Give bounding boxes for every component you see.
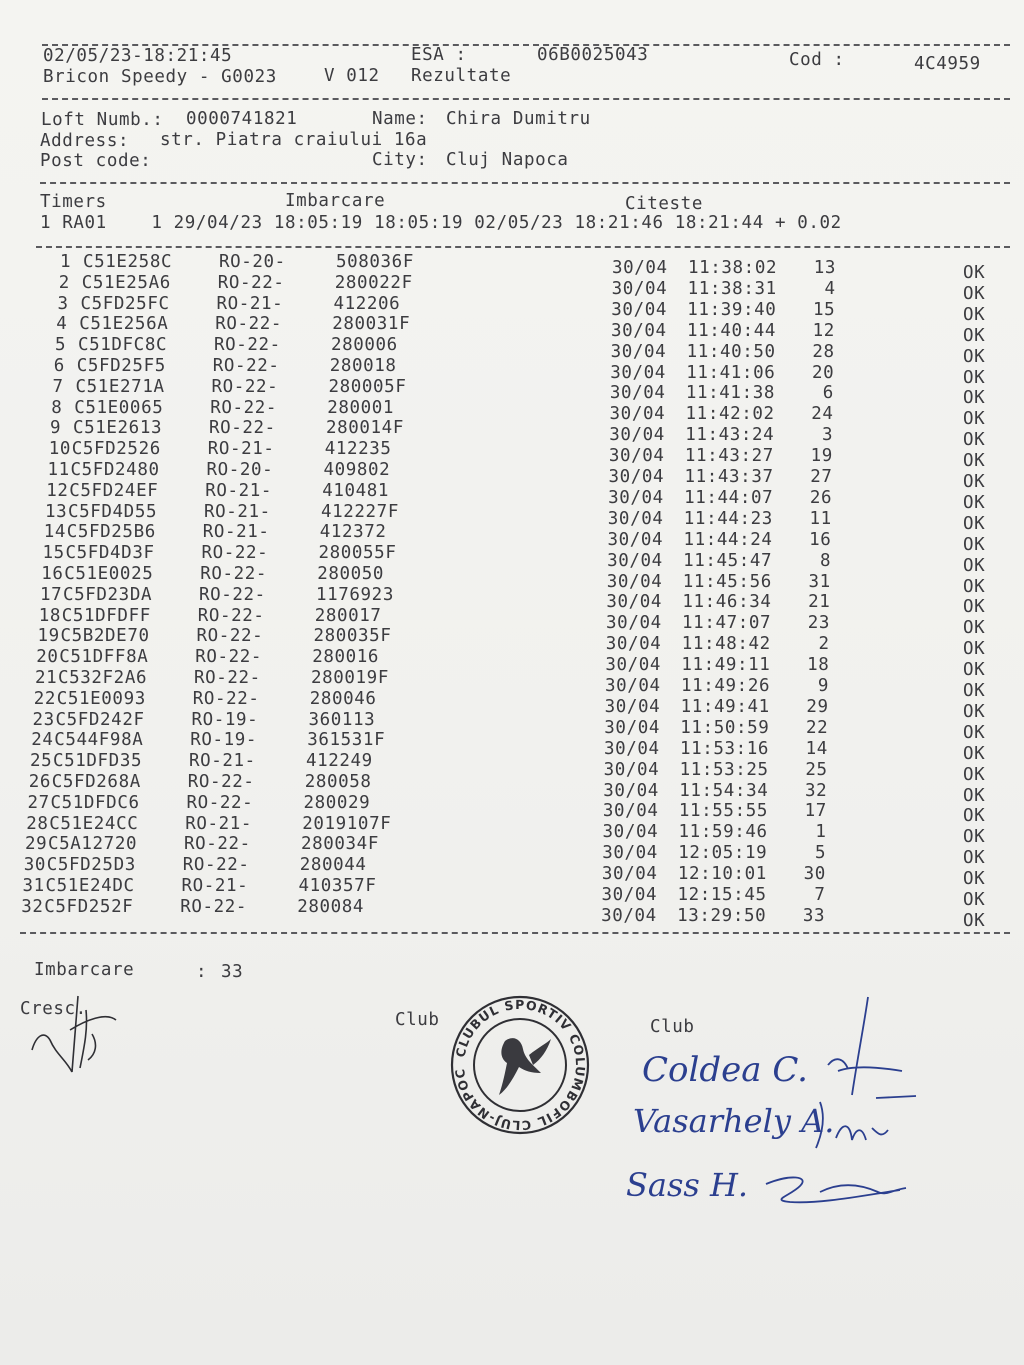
status-ok: OK [963,346,986,367]
arrival-time: 11:44:24 [683,529,773,550]
status-ok: OK [963,660,986,681]
ring-id: C5FD242F [55,709,145,730]
ring-prefix: RO-22- [215,314,283,335]
row-number: 1 [60,252,72,272]
arrival-date: 30/04 [601,905,657,926]
ring-id: C5FD268A [51,772,141,792]
loft-number: 0000741821 [186,109,298,129]
ring-number: 280031F [332,314,411,335]
arrival-position: 24 [811,404,834,425]
owner-name: Chira Dumitru [446,109,591,129]
row-number: 32 [21,896,44,917]
ring-id: C5FD25F5 [76,356,166,376]
arrival-position: 30 [803,864,826,885]
ring-number: 280044 [299,855,367,876]
ring-number: 412235 [324,439,392,460]
ring-id: C51E271A [75,376,165,397]
ring-prefix: RO-22- [196,626,264,647]
row-number: 26 [28,772,52,792]
signature-scribble-3 [760,1170,910,1210]
imbarcare-total-label: Imbarcare [34,960,135,980]
ring-id: C5FD4D3F [65,543,155,564]
arrival-date: 30/04 [609,383,666,404]
breeder-signature [26,990,126,1080]
ring-prefix: RO-20- [219,252,286,272]
arrival-position: 31 [808,571,831,592]
ring-number: 280035F [313,626,392,647]
arrival-time: 11:49:11 [681,655,771,676]
status-ok: OK [963,472,986,492]
arrival-date: 30/04 [611,278,668,299]
ring-number: 412206 [333,293,401,314]
arrival-time: 11:38:02 [688,258,778,278]
arrival-time: 11:44:23 [683,508,773,529]
ring-prefix: RO-22- [211,376,279,397]
owner-city: Cluj Napoca [446,150,569,170]
cod-label: Cod : [789,50,845,70]
arrival-position: 7 [814,885,826,905]
ring-id: C5FD25B6 [66,522,156,543]
arrival-date: 30/04 [605,655,662,676]
arrival-date: 30/04 [606,571,663,592]
ring-id: C51E2613 [73,418,163,439]
arrival-time: 11:54:34 [679,780,769,801]
ring-prefix: RO-22- [201,543,269,564]
owner-address: str. Piatra craiului 16a [160,130,428,150]
status-ok: OK [963,806,986,827]
ring-id: C51E0093 [56,688,146,709]
arrival-time: 11:43:27 [684,446,774,467]
arrival-position: 17 [804,801,827,822]
ring-number: 1176923 [316,584,394,605]
divider [42,98,1010,100]
ring-number: 412372 [319,522,387,543]
ring-id: C51E25A6 [81,272,171,293]
ring-prefix: RO-22- [209,418,276,439]
arrival-date: 30/04 [602,822,659,843]
ring-id: C5FD24EF [69,480,159,501]
status-ok: OK [963,263,986,283]
arrival-position: 33 [802,905,826,926]
ring-prefix: RO-21- [189,751,256,772]
ring-id: C5FD2480 [70,460,160,480]
row-number: 28 [26,813,49,834]
arrival-date: 30/04 [601,885,658,905]
ring-id: C5FD4D55 [68,501,158,522]
ring-prefix: RO-22- [194,668,261,688]
status-ok: OK [963,513,986,534]
arrival-time: 11:44:07 [684,487,774,508]
arrival-time: 11:53:16 [679,738,770,759]
arrival-date: 30/04 [608,467,665,487]
arrival-time: 11:49:41 [680,696,770,717]
ring-prefix: RO-21- [185,813,253,834]
ring-number: 360113 [308,709,376,730]
row-number: 12 [46,480,69,501]
ring-id: C5FD252F [44,896,134,917]
row-number: 19 [37,626,60,647]
arrival-date: 30/04 [606,613,662,634]
arrival-time: 11:53:25 [679,759,769,780]
arrival-time: 11:38:31 [687,278,777,299]
ring-prefix: RO-22- [199,584,266,605]
ring-number: 280058 [304,772,372,792]
arrival-position: 2 [818,634,830,655]
ring-id: C5B2DE70 [60,626,150,647]
arrival-date: 30/04 [602,801,659,822]
ring-prefix: RO-22- [197,605,265,626]
club-label-left: Club [395,1010,440,1030]
row-number: 31 [22,876,45,896]
row-number: 10 [48,439,72,460]
ring-id: C51E24CC [49,813,139,834]
status-ok: OK [963,555,986,576]
arrival-time: 12:05:19 [678,843,768,864]
ring-number: 280055F [318,543,397,564]
arrival-position: 18 [807,655,830,676]
arrival-date: 30/04 [605,634,662,655]
arrival-position: 9 [817,676,829,696]
arrival-date: 30/04 [609,425,665,446]
ring-number: 280046 [309,688,377,709]
status-ok: OK [963,869,986,890]
arrival-date: 30/04 [607,529,664,550]
ring-number: 280014F [326,418,404,439]
status-ok: OK [963,388,986,409]
ring-number: 280019F [311,668,389,688]
status-ok: OK [963,283,986,304]
citeste-header: Citeste [625,194,703,214]
arrival-time: 11:41:06 [686,362,776,383]
status-ok: OK [963,681,986,701]
ring-prefix: RO-21- [181,876,249,896]
cod-value: 4C4959 [914,54,981,74]
ring-prefix: RO-21- [205,480,273,501]
arrival-position: 23 [807,613,831,634]
arrival-position: 3 [822,425,834,446]
status-ok: OK [963,910,986,931]
club-label-right: Club [650,1017,695,1037]
arrival-position: 8 [819,550,832,571]
ring-number: 280001 [327,397,395,418]
row-number: 27 [27,792,50,813]
ring-id: C51E24DC [45,876,135,896]
arrival-time: 11:48:42 [681,634,771,655]
signature-scribble-2 [812,1088,922,1158]
arrival-date: 30/04 [608,446,665,467]
arrival-position: 19 [810,446,833,467]
ring-prefix: RO-22- [210,397,278,418]
arrival-position: 32 [804,780,828,801]
ring-number: 412227F [321,501,399,522]
arrival-position: 29 [806,696,829,717]
ring-id: C5A12720 [48,834,138,855]
arrival-time: 11:40:50 [686,341,776,362]
ring-id: C544F98A [54,730,144,751]
status-ok: OK [963,743,986,764]
row-number: 8 [51,397,63,418]
arrival-date: 30/04 [601,864,658,885]
ring-number: 280016 [312,647,380,668]
arrival-position: 6 [822,383,834,404]
status-ok: OK [963,701,986,722]
stamp-text: CLUBUL SPORTIV COLUMBOFIL CLUJ-NAPOC [451,996,589,1134]
ring-id: C51DFDC6 [50,792,140,813]
arrival-position: 14 [805,738,828,759]
arrival-date: 30/04 [610,362,666,383]
status-ok: OK [963,827,986,848]
arrival-date: 30/04 [606,592,663,613]
row-number: 5 [55,335,67,356]
arrival-date: 30/04 [608,487,664,508]
status-ok: OK [963,764,986,785]
ring-id: C51E0025 [64,564,154,584]
arrival-position: 22 [806,717,829,738]
arrival-date: 30/04 [605,676,661,696]
status-ok: OK [963,430,986,451]
post-code-label: Post code: [40,151,152,171]
club-stamp [447,995,593,1135]
ring-number: 508036F [336,252,414,272]
arrival-date: 30/04 [610,320,667,341]
status-ok: OK [963,576,986,597]
arrival-time: 13:29:50 [677,905,767,926]
status-ok: OK [963,722,986,743]
arrival-time: 11:49:26 [681,676,771,696]
arrival-position: 11 [809,508,832,529]
row-number: 13 [45,501,68,522]
imbarcare-total-count: 33 [221,962,244,982]
ring-prefix: RO-22- [187,772,255,792]
arrival-date: 30/04 [603,780,659,801]
arrival-position: 20 [811,362,835,383]
arrival-time: 11:40:44 [686,320,777,341]
row-number: 23 [32,709,55,730]
ring-prefix: RO-22- [180,896,248,917]
row-number: 9 [50,418,62,439]
arrival-date: 30/04 [607,508,664,529]
arrival-date: 30/04 [611,299,667,320]
arrival-position: 4 [824,278,836,299]
status-ok: OK [963,639,986,660]
divider [40,182,1010,184]
signature-sass: Sass H. [626,1166,749,1204]
ring-id: C5FD23DA [63,584,153,605]
arrival-position: 26 [809,487,833,508]
report-title: Rezultate [411,66,512,86]
ring-prefix: RO-22- [217,272,285,293]
timers-label: Timers [40,192,107,212]
ring-prefix: RO-22- [192,688,260,709]
ring-id: C51DFF8A [59,647,149,668]
row-number: 2 [58,272,70,293]
status-ok: OK [963,848,986,869]
arrival-date: 30/04 [604,717,660,738]
ring-number: 280005F [328,376,407,397]
ring-number: 412249 [306,751,373,772]
ring-id: C51E256A [79,314,169,335]
row-number: 7 [52,376,64,397]
row-number: 30 [23,855,47,876]
arrival-position: 16 [809,529,832,550]
arrival-position: 21 [808,592,831,613]
row-number: 16 [41,564,64,584]
ring-number: 280017 [314,605,382,626]
arrival-position: 13 [813,258,836,278]
status-ok: OK [963,890,986,910]
row-number: 25 [30,751,53,772]
ring-id: C5FD25FC [80,293,170,314]
row-number: 15 [42,543,65,564]
ring-prefix: RO-22- [184,834,251,855]
arrival-time: 11:45:47 [683,550,773,571]
ring-prefix: RO-22- [195,647,263,668]
ring-id: C51DFDFF [61,605,151,626]
arrival-date: 30/04 [603,759,660,780]
arrival-date: 30/04 [607,550,663,571]
arrival-position: 25 [805,759,828,780]
status-ok: OK [963,325,986,346]
arrival-date: 30/04 [603,738,660,759]
arrival-time: 11:42:02 [685,404,775,425]
row-number: 3 [57,293,69,314]
row-number: 22 [33,688,57,709]
arrival-position: 5 [815,843,827,864]
ring-number: 410357F [298,876,377,896]
arrival-time: 11:47:07 [682,613,772,634]
ring-prefix: RO-22- [200,564,268,584]
ring-id: C51DFC8C [78,335,168,356]
ring-number: 280006 [331,335,398,356]
ring-id: C51E258C [83,252,173,272]
ring-id: C532F2A6 [58,668,148,688]
arrival-position: 28 [812,341,835,362]
ring-prefix: RO-21- [207,439,275,460]
ring-prefix: RO-20- [206,460,274,480]
arrival-position: 1 [815,822,827,843]
device-version: V 012 [324,66,380,86]
ring-prefix: RO-22- [182,855,250,876]
ring-prefix: RO-22- [186,792,254,813]
ring-id: C5FD25D3 [46,855,136,876]
signature-vasarhely: Vasarhely A. [633,1102,835,1140]
report-datetime: 02/05/23-18:21:45 [43,46,233,66]
status-ok: OK [963,534,986,555]
ring-id: C5FD2526 [71,439,161,460]
timer-line: 1 RA01 1 29/04/23 18:05:19 18:05:19 02/05/23 18:21:46 18:21:44 + 0.02 [40,213,842,233]
ring-number: 280034F [301,834,379,855]
ring-prefix: RO-19- [191,709,259,730]
address-label: Address: [40,131,130,151]
ring-id: C51DFD35 [53,751,143,772]
arrival-date: 30/04 [602,843,658,864]
arrival-time: 11:43:24 [685,425,775,446]
row-number: 14 [43,522,67,543]
signature-coldea: Coldea C. [642,1050,808,1090]
imbarcare-sep: : [196,962,208,982]
ring-number: 280018 [329,356,397,376]
ring-number: 280050 [317,564,385,584]
ring-prefix: RO-21- [202,522,270,543]
name-label: Name: [372,109,428,129]
divider [20,932,1010,934]
imbarcare-header: Imbarcare [285,191,386,211]
ring-number: 410481 [322,480,390,501]
arrival-time: 12:10:01 [677,864,767,885]
arrival-date: 30/04 [609,404,666,425]
device-name: Bricon Speedy - G0023 [43,67,277,87]
ring-number: 409802 [323,460,391,480]
ring-id: C51E0065 [74,397,164,418]
arrival-time: 11:55:55 [678,801,768,822]
esa-label: ESA : [411,45,467,65]
ring-prefix: RO-21- [204,501,271,522]
loft-label: Loft Numb.: [41,110,164,130]
ring-prefix: RO-19- [190,730,258,751]
arrival-date: 30/04 [604,696,661,717]
arrival-position: 15 [813,299,836,320]
ring-prefix: RO-22- [214,335,281,356]
row-number: 11 [47,460,70,480]
row-number: 20 [36,647,59,668]
arrival-position: 12 [812,320,835,341]
status-ok: OK [963,304,986,325]
arrival-time: 11:46:34 [682,592,772,613]
arrival-date: 30/04 [612,258,668,278]
ring-number: 280029 [303,792,371,813]
arrival-time: 11:50:59 [680,717,770,738]
row-number: 21 [35,668,58,688]
status-ok: OK [963,785,986,806]
divider [36,246,1010,248]
row-number: 6 [53,356,65,376]
ring-number: 2019107F [302,813,392,834]
cresc-label: Cresc. [20,999,87,1019]
status-ok: OK [963,492,986,513]
city-label: City: [372,150,428,170]
row-number: 29 [25,834,48,855]
ring-number: 280084 [297,896,365,917]
arrival-time: 11:41:38 [685,383,775,404]
esa-value: 06B0025043 [537,45,649,65]
row-number: 24 [31,730,54,751]
status-ok: OK [963,409,986,430]
row-number: 17 [40,584,63,605]
arrival-time: 11:59:46 [678,822,768,843]
row-number: 4 [56,314,68,335]
arrival-time: 12:15:45 [677,885,767,905]
ring-number: 280022F [334,272,413,293]
ring-number: 361531F [307,730,386,751]
arrival-date: 30/04 [610,341,667,362]
arrival-time: 11:39:40 [687,299,777,320]
status-ok: OK [963,618,986,639]
arrival-time: 11:45:56 [682,571,772,592]
status-ok: OK [963,451,986,472]
status-ok: OK [963,597,986,618]
arrival-time: 11:43:37 [684,467,774,487]
arrival-position: 27 [810,467,833,487]
ring-prefix: RO-21- [216,293,284,314]
ring-prefix: RO-22- [212,356,280,376]
row-number: 18 [38,605,62,626]
status-ok: OK [963,367,986,388]
